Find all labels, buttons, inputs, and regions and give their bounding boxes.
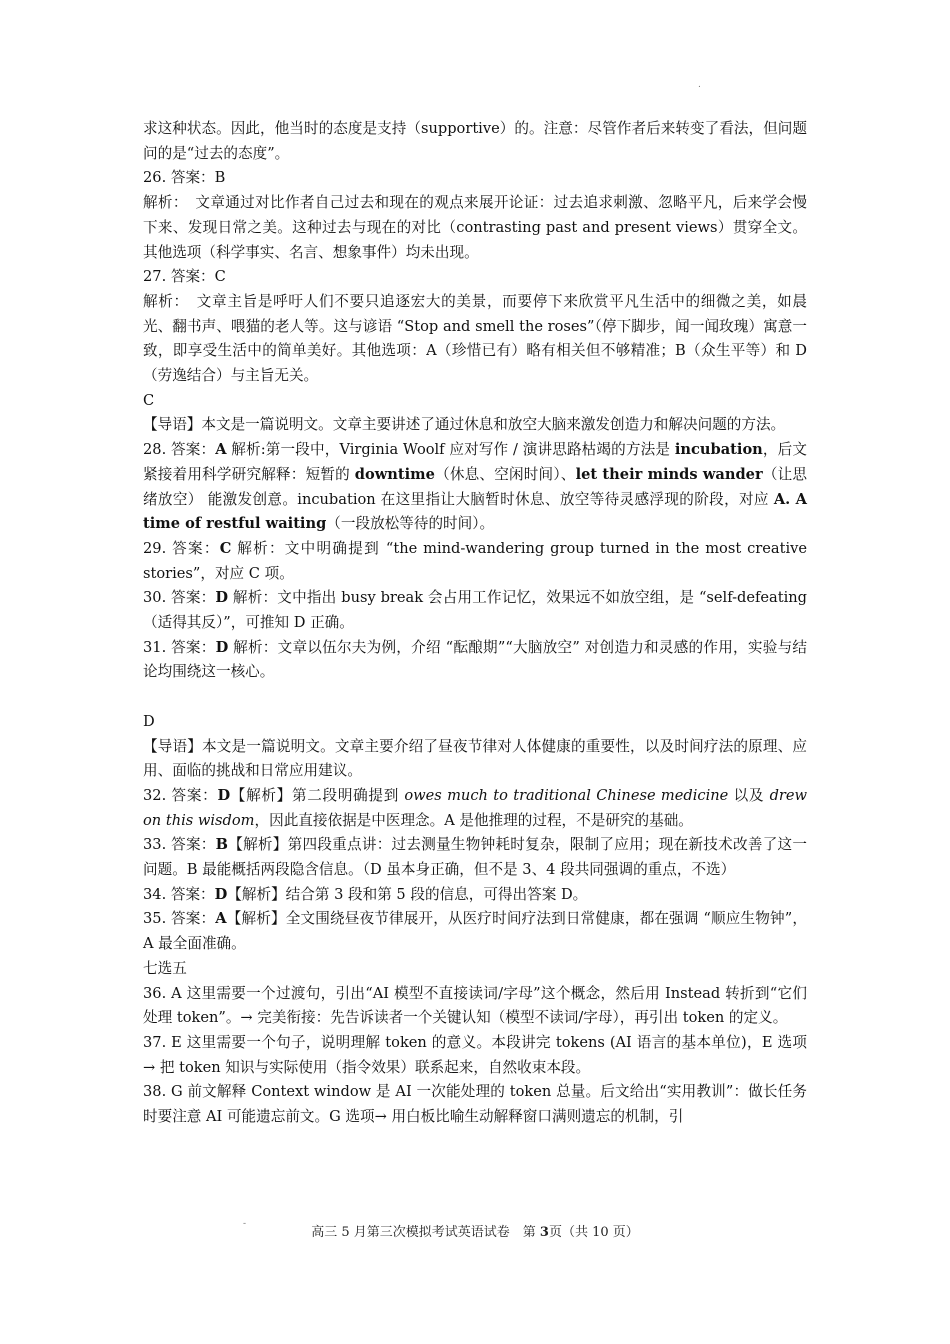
q27-analysis: 解析： 文章主旨是呼吁人们不要只追逐宏大的美景，而要停下来欣赏平凡生活中的细微之美，如晨光、翻书声、喂猫的老人等。这与谚语 “Stop and smell the roses”（停下脚步，闻一闻玫瑰）寓意一致，即享受生活中的简单美好。其他选项：A（珍惜已有）略有相关但不够精准；B（众生平等）和 D（劳逸结合）与主旨无关。 [143,292,807,385]
q30-prefix: 30. 答案： [143,589,216,607]
q35-text: 【解析】全文围绕昼夜节律展开，从医疗时间疗法到日常健康，都在强调 “顺应生物钟”，A 最全面准确。 [143,910,807,953]
q28-text-4: （让思绪放空） 能激发创意。incubation 在这里指让大脑暂时休息、放空等待灵感浮现的阶段，对应 [143,465,808,508]
q36-answer: 36. A 这里需要一个过渡句，引出“AI 模型不直接读词/字母”这个概念，然后用 Instead 转折到“它们处理 token”。→ 完美衔接：先告诉读者一个关键认知（模型不读词/字母），再引出 token 的定义。 [143,984,807,1027]
footer-mark: - [243,1219,247,1229]
seven-choose-five-title: 七选五 [143,959,187,977]
q32-text-3: ，因此直接依据是中医理念。A 是他推理的过程，不是研究的基础。 [254,811,693,829]
q32-quote-2: drew on this wisdom [143,786,808,829]
q31-prefix: 31. 答案： [143,638,216,656]
section-c-letter: C [143,391,155,409]
section-c-intro: 【导语】本文是一篇说明文。文章主要讲述了通过休息和放空大脑来激发创造力和解决问题的方法。 [143,416,786,434]
q35-answer [143,907,807,956]
q35-letter: A [215,910,227,928]
section-d-letter: D [143,712,155,730]
q35-prefix: 35. 答案： [143,910,216,928]
q28-text-2: ，后文紧接着用科学研究解释：短暂的 [143,441,807,483]
header-mark: . [698,80,701,90]
footer-suffix: 页（共 10 页） [548,1225,639,1240]
q37-answer: 37. E 这里需要一个句子，说明理解 token 的意义。本段讲完 tokens (AI 语言的基本单位)，E 选项→ 把 token 知识与实际使用（指令效果）联系起来，自然收束本段。 [143,1034,807,1076]
q30-letter: D [215,589,229,607]
q29-answer [143,537,807,586]
q28-text-5: （一段放松等待的时间）。 [326,515,495,533]
q28-text-1: 解析:第一段中，Virginia Woolf 应对写作 / 演讲思路枯竭的方法是 [226,441,675,459]
answer-body [143,117,807,1130]
q34-text: 【解析】结合第 3 段和第 5 段的信息，可得出答案 D。 [227,885,588,903]
q27-answer: 27. 答案：C [143,268,226,286]
q28-term-wander: let their minds wander [575,465,763,483]
blank-line [143,685,807,710]
q26-analysis: 解析： 文章通过对比作者自己过去和现在的观点来展开论证：过去追求刺激、忽略平凡，后来学会慢下来、发现日常之美。这种过去与现在的对比（contrasting past and present views）贯穿全文。其他选项（科学事实、名言、想象事件）均未出现。 [143,194,807,261]
footer-prefix: 高三 5 月第三次模拟考试英语试卷 第 [311,1225,540,1240]
q32-letter: D [217,786,231,804]
q34-letter: D [214,885,228,903]
q28-answer [143,438,807,537]
q28-term-incubation: incubation [674,441,763,459]
paragraph-continuation: 求这种状态。因此，他当时的态度是支持（supportive）的。注意：尽管作者后来转变了看法，但问题问的是“过去的态度”。 [143,120,807,162]
q26-answer: 26. 答案：B [143,169,226,187]
q31-answer [143,636,807,685]
q28-text-3: （休息、空闲时间）、 [434,465,576,483]
q29-prefix: 29. 答案： [143,539,220,557]
q34-answer [143,883,807,908]
q29-letter: C [219,539,232,557]
footer-page-number: 3 [539,1225,549,1240]
q30-text: 解析：文中指出 busy break 会占用工作记忆，效果远不如放空组，是 “self-defeating（适得其反）”，可推知 D 正确。 [143,589,807,632]
q32-quote-1: owes much to traditional Chinese medicine [404,786,729,804]
q31-letter: D [215,638,229,656]
q33-text: 【解析】第四段重点讲：过去测量生物钟耗时复杂，限制了应用；现在新技术改善了这一问题。B 最能概括两段隐含信息。（D 虽本身正确，但不是 3、4 段共同强调的重点，不选） [143,836,807,879]
q28-term-option-a: A. A time of restful waiting [143,490,807,533]
q32-text-2: 以及 [728,786,770,804]
q29-text: 解析：文中明确提到 “the mind-wandering group turned in the most creative stories”，对应 C 项。 [143,539,807,582]
q30-answer [143,586,807,635]
q32-answer [143,784,807,833]
q28-letter: A [215,441,227,459]
q31-text: 解析：文章以伍尔夫为例，介绍 “酝酿期”“大脑放空” 对创造力和灵感的作用，实验与结论均围绕这一核心。 [143,638,807,681]
q28-prefix: 28. 答案： [143,441,216,459]
section-d-intro: 【导语】本文是一篇说明文。文章主要介绍了昼夜节律对人体健康的重要性，以及时间疗法的原理、应用、面临的挑战和日常应用建议。 [143,737,807,780]
q33-letter: B [215,836,228,854]
q34-prefix: 34. 答案： [143,885,215,903]
page-footer [0,1221,950,1240]
q33-prefix: 33. 答案： [143,836,216,854]
q32-prefix: 32. 答案： [143,786,218,804]
q38-answer: 38. G 前文解释 Context window 是 AI 一次能处理的 token 总量。后文给出“实用教训”：做长任务时要注意 AI 可能遗忘前文。G 选项→ 用白板比喻生动解释窗口满则遗忘的机制，引 [143,1083,807,1126]
q32-text-1: 【解析】第二段明确提到 [230,786,405,804]
q33-answer [143,833,807,882]
q28-term-downtime: downtime [354,465,435,483]
